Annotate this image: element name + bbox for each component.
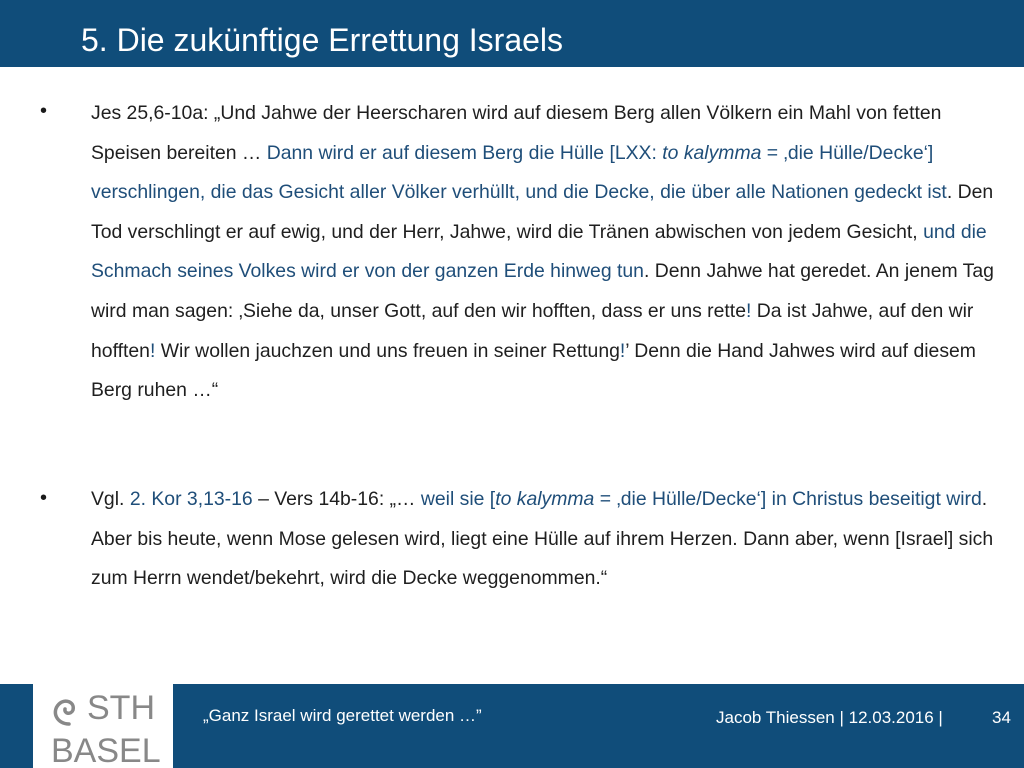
title-bar — [0, 0, 1024, 67]
sth-basel-logo — [33, 684, 173, 768]
bible-reference-link: 2. Kor 3,13-16 — [129, 488, 253, 510]
bullet-1-ref: Jes 25,6-10a: — [91, 102, 209, 124]
footer-quote: „Ganz Israel wird gerettet werden …” — [203, 706, 482, 725]
bullet-marker-2: • — [40, 487, 48, 509]
bullet-1-text: Jes 25,6-10a: „Und Jahwe der Heerscharen wird auf diesem Berg allen Völkern ein Mahl von fetten Speisen bereiten … Dann wird er auf diesem Berg die Hülle [LXX: to kalymma = ‚die Hülle/Decke‘] verschlingen, die das Gesicht aller Völker verhüllt, und die Decke, die über alle Nationen gedeckt ist. Den Tod verschlingt er auf ewig, und der Herr, Jahwe, wird die Tränen abwischen von jedem Gesicht, und die Schmach seines Volkes wird er von der ganzen Erde hinweg tun. Denn Jahwe hat geredet. An jenem Tag wird man sagen: ‚Siehe da, unser Gott, auf den wir hofften, dass er uns rette! Da ist Jahwe, auf den wir hofften! Wir wollen jauchzen und uns freuen in seiner Rettung!’ Denn die Hand Jahwes wird auf diesem Berg ruhen …“ — [91, 102, 994, 402]
bullet-2-text: Vgl. 2. Kor 3,13-16 – Vers 14b-16: „… weil sie [to kalymma = ‚die Hülle/Decke‘] in Christus beseitigt wird. Aber bis heute, wenn Mose gelesen wird, liegt eine Hülle auf ihrem Herzen. Dann aber, wenn [Israel] sich zum Herrn wendet/bekehrt, wird die Decke weggenommen.“ — [91, 488, 994, 590]
footer-author-date: Jacob Thiessen | 12.03.2016 | — [716, 708, 943, 727]
bullet-marker-1: • — [40, 100, 48, 122]
page-number: 34 — [992, 708, 1011, 727]
logo-text-sth: STH — [87, 689, 155, 727]
slide-title: 5. Die zukünftige Errettung Israels — [81, 22, 564, 58]
logo-text-basel: BASEL — [51, 732, 161, 768]
spiral-logo-icon — [33, 684, 173, 768]
